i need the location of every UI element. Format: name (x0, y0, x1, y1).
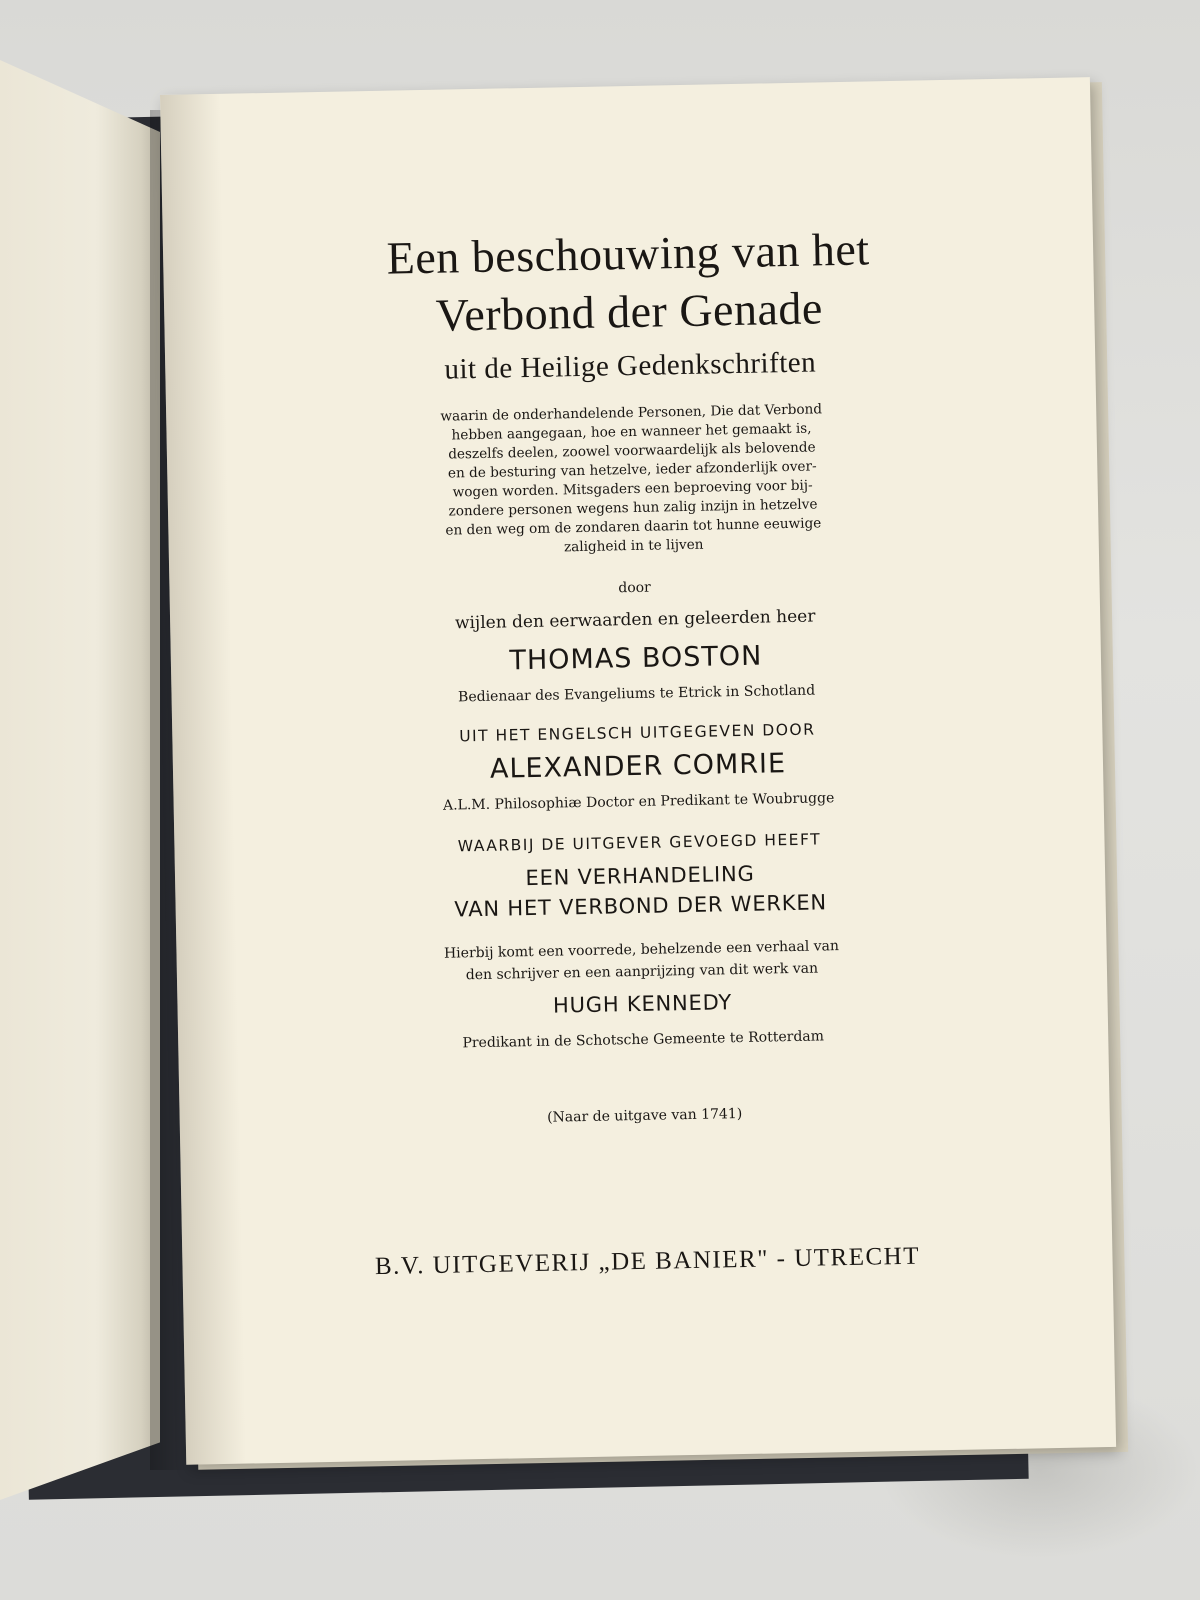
description-line: waarin de onderhandelende Personen, Die dat Verbond (440, 401, 823, 425)
translator-role: A.L.M. Philosophiæ Doctor en Predikant te Woubrugge (442, 790, 835, 814)
edition-note: (Naar de uitgave van 1741) (546, 1106, 743, 1126)
description-line: en de besturing van hetzelve, ieder afzonderlijk over- (447, 458, 817, 482)
preface-role: Predikant in de Schotsche Gemeente te Rotterdam (462, 1028, 825, 1052)
author-intro: wijlen den eerwaarden en geleerden heer (454, 606, 816, 634)
translator-name: ALEXANDER COMRIE (489, 748, 787, 785)
preface-line-2: den schrijver en een aanprijzing van dit werk van (465, 960, 819, 984)
publisher-imprint: B.V. UITGEVERIJ „DE BANIER" - UTRECHT (374, 1242, 921, 1281)
description-line: hebben aangegaan, hoe en wanneer het gemaakt is, (451, 420, 812, 444)
description-line: zaligheid in te lijven (563, 536, 704, 556)
addition-intro: WAARBIJ DE UITGEVER GEVOEGD HEEFT (457, 830, 822, 856)
description-line: wogen worden. Mitsgaders een beproeving voor bij- (452, 477, 813, 501)
addition-title-line-2: VAN HET VERBOND DER WERKEN (454, 890, 828, 922)
description-line: deszelfs deelen, zoowel voorwaardelijk als belovende (448, 439, 816, 463)
title-line-2: Verbond der Genade (435, 282, 824, 341)
title-line-1: Een beschouwing van het (386, 223, 871, 284)
preface-name: HUGH KENNEDY (552, 990, 733, 1018)
preface-line-1: Hierbij komt een voorrede, behelzende een verhaal van (443, 938, 840, 962)
by-label: door (618, 579, 651, 597)
description (166, 395, 1099, 565)
addition-title-line-1: EEN VERHANDELING (525, 861, 755, 891)
subtitle: uit de Heilige Gedenkschriften (444, 346, 817, 386)
left-page (0, 60, 160, 1500)
author-role: Bedienaar des Evangeliums te Etrick in Schotland (457, 682, 816, 706)
description-line: en den weg om de zondaren daarin tot hunne eeuwige (445, 515, 822, 539)
title-page (160, 77, 1116, 1465)
description-line: zondere personen wegens hun zalig inzijn in hetzelve (448, 496, 818, 520)
author-name: THOMAS BOSTON (509, 640, 763, 677)
translator-intro: UIT HET ENGELSCH UITGEGEVEN DOOR (459, 720, 816, 746)
